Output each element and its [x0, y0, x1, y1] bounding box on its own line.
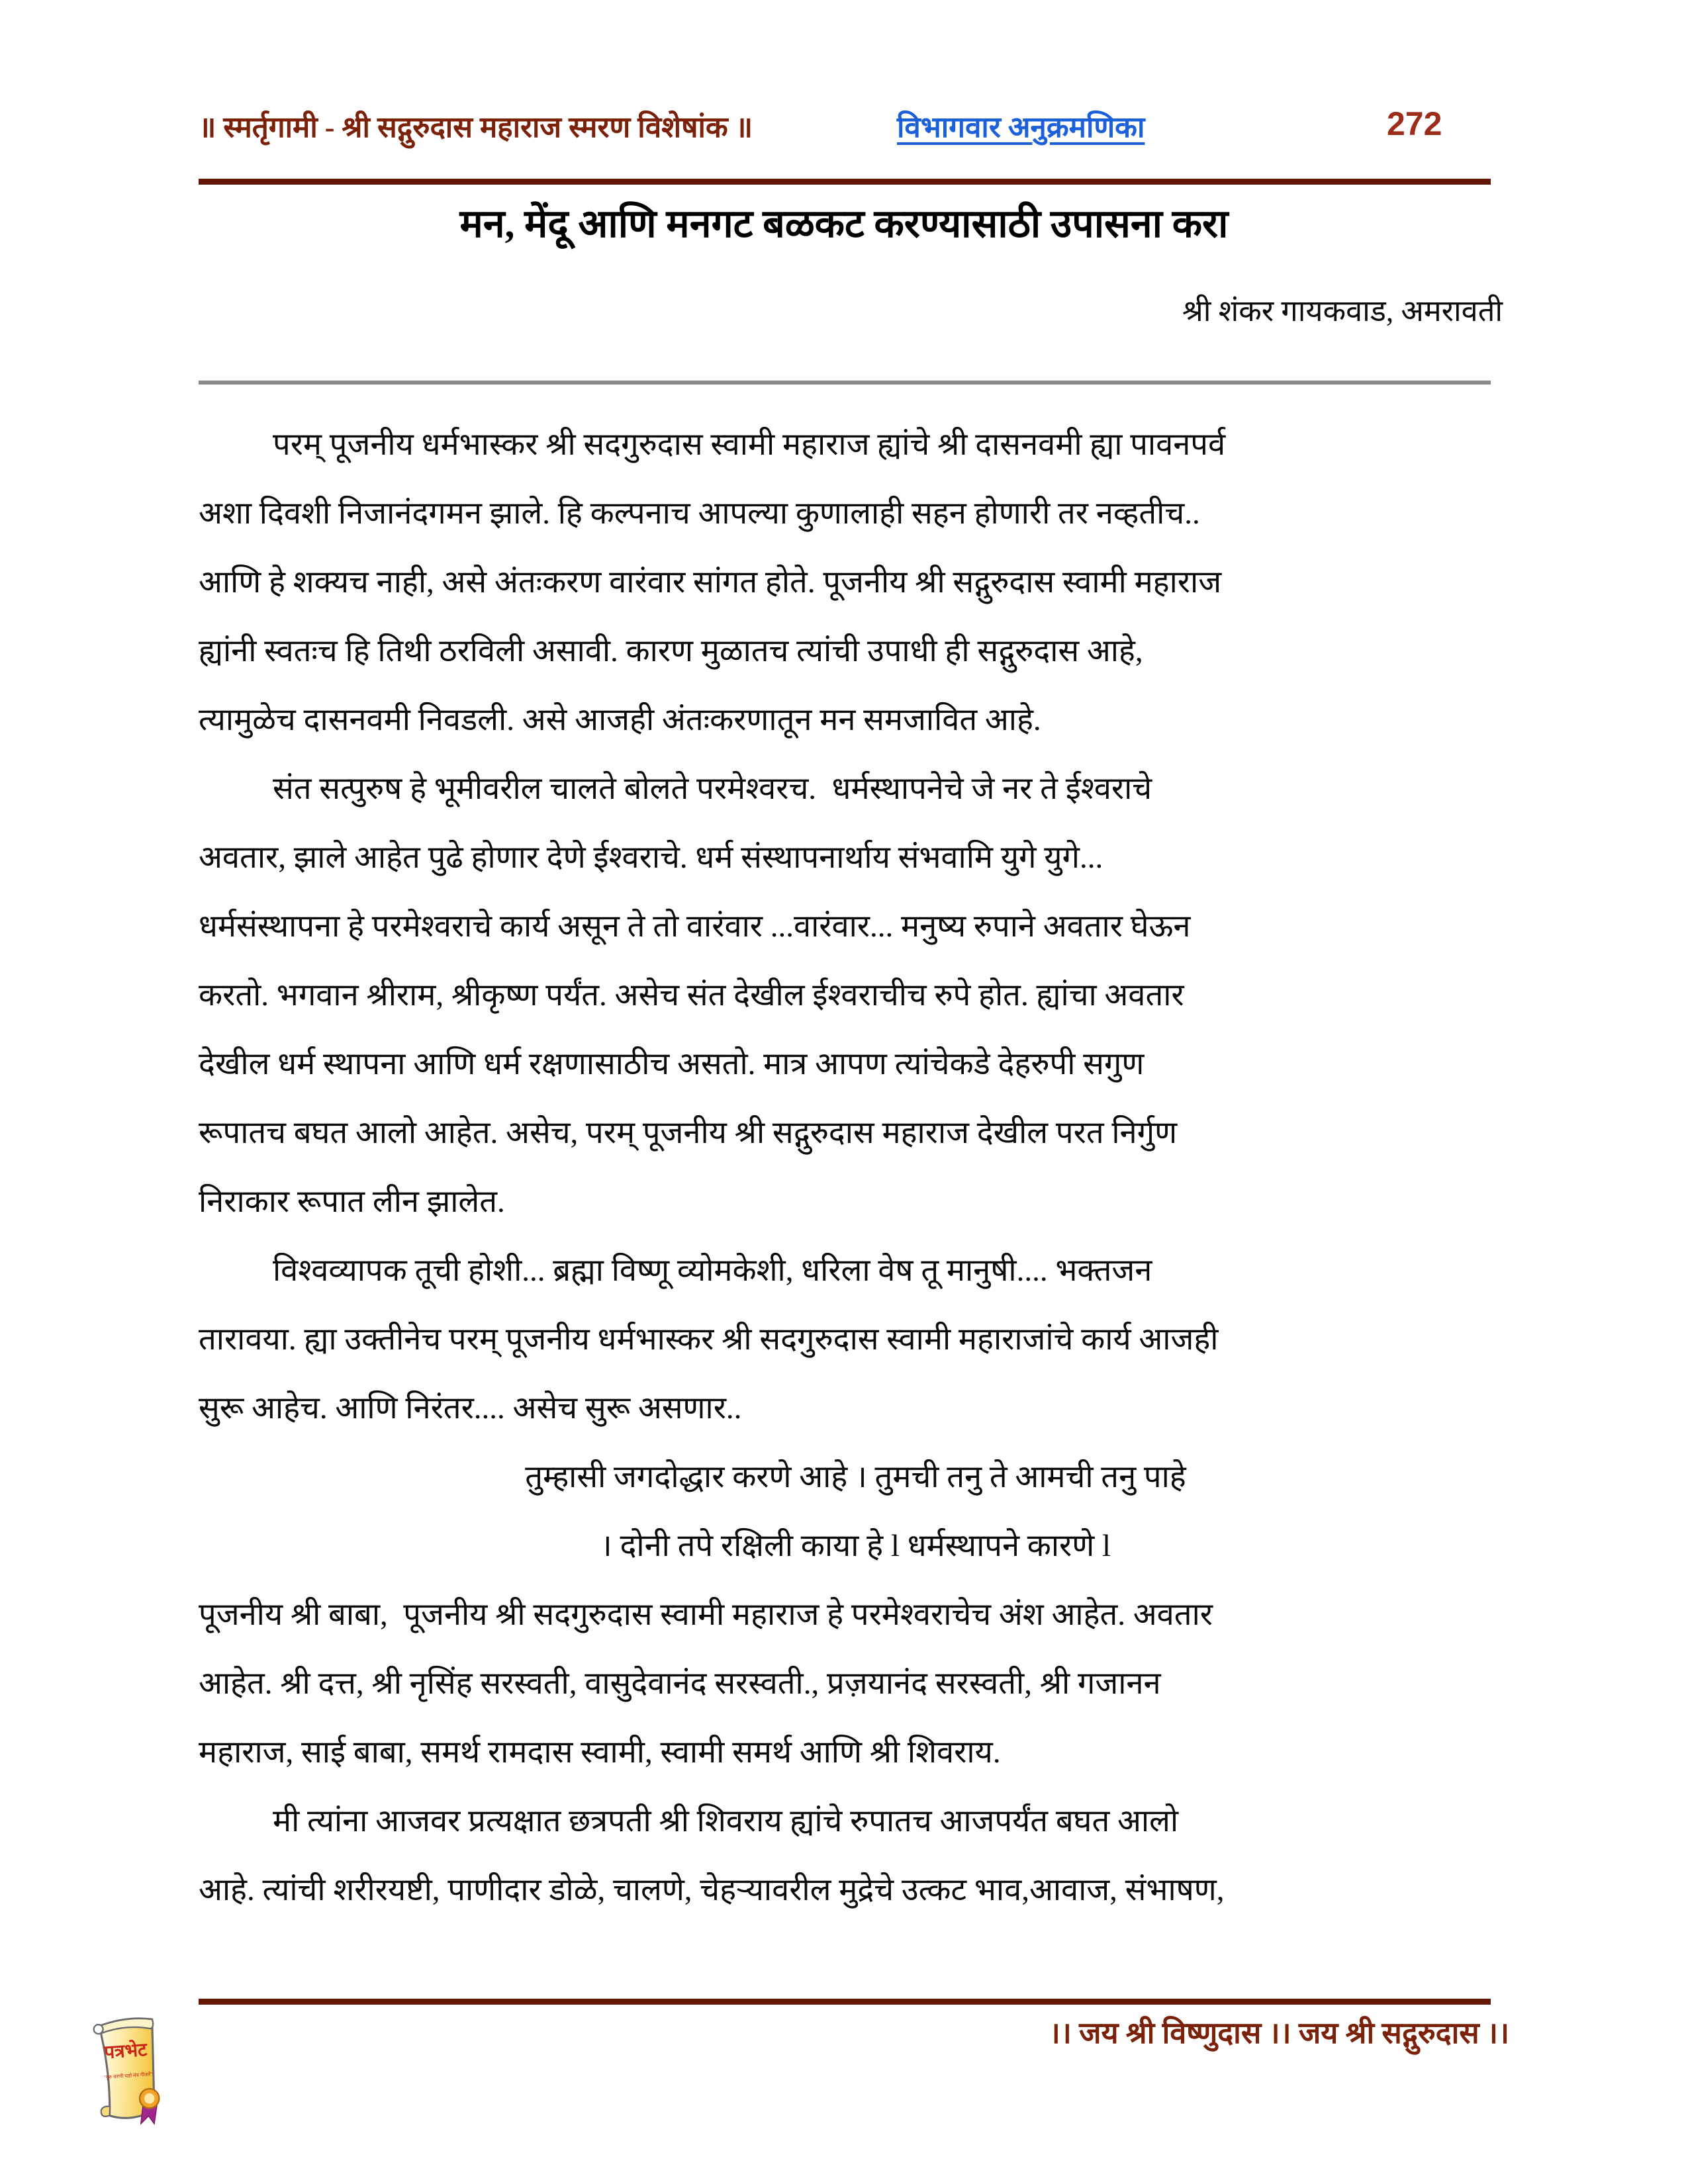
body-line: आहे. त्यांची शरीरयष्टी, पाणीदार डोळे, चालणे, चेहऱ्यावरील मुद्रेचे उत्कट भाव,आवाज, संभाषण, — [199, 1873, 1225, 1907]
footer-divider — [199, 1999, 1491, 2005]
logo-wordmark: पत्रभेट — [103, 2039, 148, 2064]
body-line: सुरू आहेच. आणि निरंतर.... असेच सुरू असणार.. — [199, 1391, 742, 1426]
article-title: मन, मेंदू आणि मनगट बळकट करण्यासाठी उपासना करा — [459, 202, 1229, 246]
body-line: तारावया. ह्या उक्तीनेच परम् पूजनीय धर्मभास्कर श्री सदगुरुदास स्वामी महाराजांचे कार्य आजही — [199, 1322, 1219, 1357]
body-line: देखील धर्म स्थापना आणि धर्म रक्षणासाठीच असतो. मात्र आपण त्यांचेकडे देहरुपी सगुण — [199, 1047, 1145, 1081]
scroll-icon — [74, 2009, 187, 2148]
body-line: आहेत. श्री दत्त, श्री नृसिंह सरस्वती, वासुदेवानंद सरस्वती., प्रज़यानंद सरस्वती, श्री गजानन — [199, 1666, 1161, 1701]
toc-link[interactable]: विभागवार अनुक्रमणिका — [897, 111, 1145, 144]
page-number: 272 — [1387, 105, 1442, 142]
body-line-verse: । दोनी तपे रक्षिली काया हे l धर्मस्थापने कारणे l — [600, 1529, 1111, 1563]
body-line-verse: तुम्हासी जगदोद्धार करणे आहे । तुमची तनु ते आमची तनु पाहे — [525, 1460, 1186, 1494]
body-line: अशा दिवशी निजानंदगमन झाले. हि कल्पनाच आपल्या कुणालाही सहन होणारी तर नव्हतीच.. — [199, 496, 1200, 531]
body-line: महाराज, साई बाबा, समर्थ रामदास स्वामी, स्वामी समर्थ आणि श्री शिवराय. — [199, 1735, 1001, 1770]
body-line: अवतार, झाले आहेत पुढे होणार देणे ईश्वराचे. धर्म संस्थापनार्थाय संभवामि युगे युगे... — [199, 841, 1103, 875]
header-divider — [199, 179, 1491, 185]
journal-header-title: ॥ स्मर्तृगामी - श्री सद्गुरुदास महाराज स्मरण विशेषांक ॥ — [199, 111, 753, 144]
article-body — [199, 410, 1513, 1925]
footer-mantra: ।। जय श्री विष्णुदास ।। जय श्री सद्गुरुदास ।। — [1049, 2017, 1509, 2050]
body-line: पूजनीय श्री बाबा, पूजनीय श्री सदगुरुदास स्वामी महाराज हे परमेश्वराचेच अंश आहेत. अवतार — [199, 1598, 1213, 1632]
logo-tagline: "गुरु चरणी घडो मंत्र गीतारें" — [103, 2071, 154, 2081]
body-line: विश्वव्यापक तूची होशी... ब्रह्मा विष्णू व्योमकेशी, धरिला वेष तू मानुषी.... भक्तजन — [273, 1253, 1152, 1288]
body-line: रूपातच बघत आलो आहेत. असेच, परम् पूजनीय श्री सद्गुरुदास महाराज देखील परत निर्गुण — [199, 1116, 1178, 1150]
body-line: मी त्यांना आजवर प्रत्यक्षात छत्रपती श्री शिवराय ह्यांचे रुपातच आजपर्यंत बघत आलो — [273, 1804, 1179, 1839]
body-line: संत सत्पुरुष हे भूमीवरील चालते बोलते परमेश्वरच. धर्मस्थापनेचे जे नर ते ईश्वराचे — [273, 772, 1152, 806]
body-line: करतो. भगवान श्रीराम, श्रीकृष्ण पर्यंत. असेच संत देखील ईश्वराचीच रुपे होत. ह्यांचा अवतार — [199, 978, 1184, 1013]
patrabhet-logo — [74, 2009, 187, 2148]
body-line: परम् पूजनीय धर्मभास्कर श्री सदगुरुदास स्वामी महाराज ह्यांचे श्री दासनवमी ह्या पावनपर्व — [273, 428, 1226, 462]
body-line: आणि हे शक्यच नाही, असे अंतःकरण वारंवार सांगत होते. पूजनीय श्री सद्गुरुदास स्वामी महाराज — [199, 565, 1222, 600]
article-author: श्री शंकर गायकवाड, अमरावती — [1182, 295, 1503, 328]
body-line: निराकार रूपात लीन झालेत. — [199, 1185, 505, 1219]
body-line: त्यामुळेच दासनवमी निवडली. असे आजही अंतःकरणातून मन समजावित आहे. — [199, 703, 1041, 737]
title-divider — [199, 381, 1491, 385]
body-line: धर्मसंस्थापना हे परमेश्वराचे कार्य असून ते तो वारंवार ...वारंवार... मनुष्य रुपाने अवतार घेऊन — [199, 909, 1191, 944]
body-line: ह्यांनी स्वतःच हि तिथी ठरविली असावी. कारण मुळातच त्यांची उपाधी ही सद्गुरुदास आहे, — [199, 634, 1143, 668]
